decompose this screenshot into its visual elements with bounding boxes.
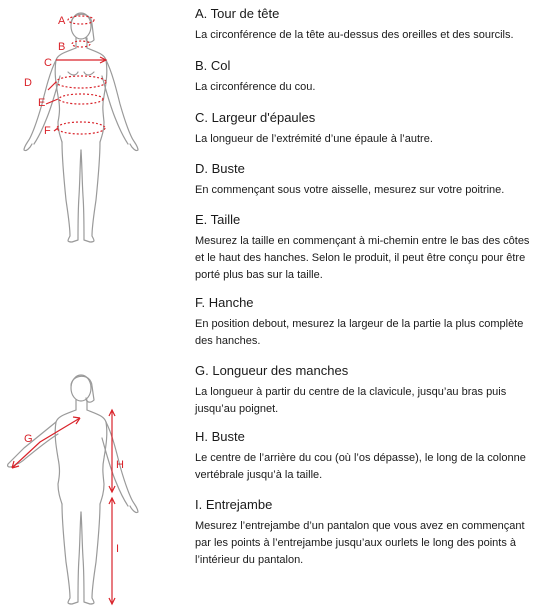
section-neck [195,58,540,93]
measurement-letter-a: A [58,15,66,27]
section-description: En commençant sous votre aisselle, mesurez sur votre poitrine. [195,184,505,196]
measurement-letter-i: I [116,543,120,555]
section-hips [195,295,540,347]
section-inseam [195,497,540,566]
section-shoulder-width [195,110,540,145]
section-title: G. Longueur des manches [195,363,349,378]
section-description: En position debout, mesurez la largeur de la partie la plus complète des hanches. [195,318,524,347]
section-title: A. Tour de tête [195,6,280,21]
section-title: E. Taille [195,212,241,227]
section-back-length [195,429,540,481]
measurement-letter-c: C [44,57,52,69]
section-title: I. Entrejambe [195,497,273,512]
back-body-illustration [0,372,185,615]
section-description: La longueur de l’extrémité d’une épaule à l’autre. [195,133,433,145]
section-description: Mesurez la taille en commençant à mi-chemin entre le bas des côtes et le haut des hanches. Selon le produit, il peut être conçu pour être porté plus bas sur la taille. [195,235,530,281]
section-title: H. Buste [195,429,245,444]
section-description: La circonférence du cou. [195,81,316,93]
measurement-letter-f: F [44,125,51,137]
section-head-circumference [195,6,540,41]
section-bust [195,161,540,196]
back-body-outline [8,375,138,604]
section-description: La circonférence de la tête au-dessus des oreilles et des sourcils. [195,29,514,41]
section-sleeve-length [195,363,540,415]
measurement-letter-e: E [38,97,46,109]
measurement-letter-d: D [24,77,32,89]
section-description: La longueur à partir du centre de la clavicule, jusqu’au bras puis jusqu’au poignet. [195,386,507,415]
section-title: F. Hanche [195,295,254,310]
back-measurement-letters [24,433,124,555]
section-description: Mesurez l’entrejambe d’un pantalon que vous avez en commençant par les points à l’entrejambe jusqu’aux ourlets le long des points à l’intérieur du pantalon. [195,520,525,566]
section-title: D. Buste [195,161,245,176]
section-description: Le centre de l’arrière du cou (où l’os dépasse), le long de la colonne vertébrale jusqu’à la taille. [195,452,526,481]
front-body-illustration [0,0,185,250]
back-body-figure [0,372,185,615]
front-body-figure [0,0,185,250]
section-title: C. Largeur d'épaules [195,110,316,125]
section-waist [195,212,540,281]
measurement-letter-g: G [24,433,33,445]
measurement-letter-h: H [116,459,124,471]
section-title: B. Col [195,58,231,73]
measurement-letter-b: B [58,41,66,53]
